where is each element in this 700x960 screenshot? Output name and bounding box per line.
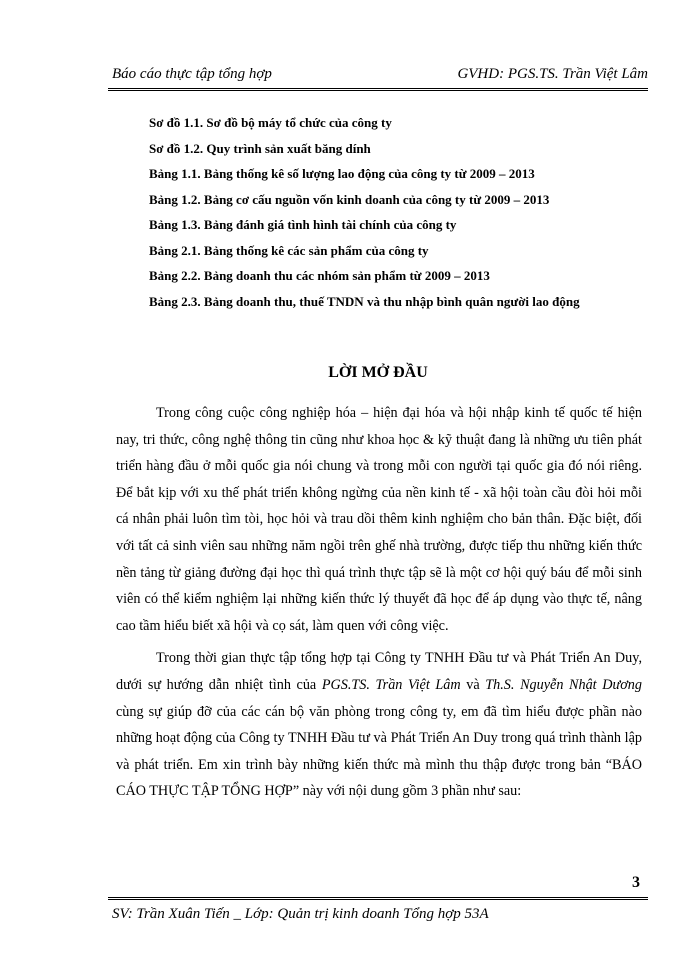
list-item: Bảng 1.3. Bảng đánh giá tình hình tài chính của công ty (149, 217, 457, 232)
list-item (149, 289, 642, 314)
header-report-title: Báo cáo thực tập tổng hợp (112, 66, 272, 82)
header-rule (108, 88, 648, 91)
paragraph-2-part3: cùng sự giúp đỡ của các cán bộ văn phòng trong công ty, em đã tìm hiểu được phần nào những hoạt động của Công ty TNHH Đầu tư và Phát Triển An Duy trong quá trình thành lập và phát triển. Em xin trình bày những kiến thức mà mình thu thập được trong bản “BÁO CÁO THỰC TẬP TỔNG HỢP” này với nội dung gồm 3 phần như sau: (116, 703, 642, 800)
list-item-text: Bảng 2.3. Bảng doanh thu, thuế TNDN và thu nhập bình quân người lao động (149, 293, 580, 309)
figure-table-list (149, 110, 642, 314)
section-title: LỜI MỞ ĐẦU (328, 364, 428, 381)
list-item: Sơ đồ 1.1. Sơ đồ bộ máy tổ chức của công ty (149, 115, 392, 130)
header-supervisor: GVHD: PGS.TS. Trần Việt Lâm (457, 66, 648, 82)
mentor-name: Th.S. Nguyễn Nhật Dương (485, 676, 642, 693)
paragraph-2-part1: Trong thời gian thực tập tổng hợp tại Công ty TNHH Đầu tư và Phát Triển An Duy, dưới sự hướng dẫn nhiệt tình của (116, 650, 642, 693)
paragraph-2 (116, 645, 642, 805)
paragraph-2-part2: và (460, 676, 486, 693)
body-text (116, 400, 642, 811)
list-item: Bảng 1.2. Bảng cơ cấu nguồn vốn kinh doanh của công ty từ 2009 – 2013 (149, 191, 550, 207)
page-footer: SV: Trần Xuân Tiến _ Lớp: Quản trị kinh doanh Tổng hợp 53A (112, 906, 489, 922)
supervisor-name: PGS.TS. Trần Việt Lâm (321, 676, 461, 693)
list-item: Bảng 2.2. Bảng doanh thu các nhóm sản phẩm từ 2009 – 2013 (149, 268, 490, 283)
page-number: 3 (632, 874, 640, 891)
page-header (108, 66, 648, 90)
list-item: Bảng 2.1. Bảng thống kê các sản phẩm của công ty (149, 242, 429, 258)
paragraph-1: Trong công cuộc công nghiệp hóa – hiện đại hóa và hội nhập kinh tế quốc tế hiện nay, tri thức, công nghệ thông tin cũng như khoa học & kỹ thuật đang là những ưu tiên phát triển hàng đầu ở mỗi quốc gia nói chung và trong mỗi con người tại quốc gia đó nói riêng. Để bắt kịp với xu thế phát triển không ngừng của nền kinh tế - xã hội toàn cầu đòi hỏi mỗi cá nhân phải luôn tìm tòi, học hỏi và trau dồi thêm kinh nghiệm cho bản thân. Đặc biệt, đối với tất cả sinh viên sau những năm ngồi trên ghế nhà trường, được tiếp thu những kiến thức nền tảng từ giảng đường đại học thì quá trình thực tập sẽ là một cơ hội quý báu để mỗi sinh viên có thể kiểm nghiệm lại những kiến thức lý thuyết đã học để áp dụng vào thực tế, nâng cao tầm hiểu biết xã hội và cọ sát, làm quen với công việc. (116, 405, 642, 634)
footer-rule (108, 897, 648, 900)
list-item: Bảng 1.1. Bảng thống kê số lượng lao động của công ty từ 2009 – 2013 (149, 166, 535, 181)
list-item: Sơ đồ 1.2. Quy trình sản xuất băng dính (149, 140, 371, 156)
